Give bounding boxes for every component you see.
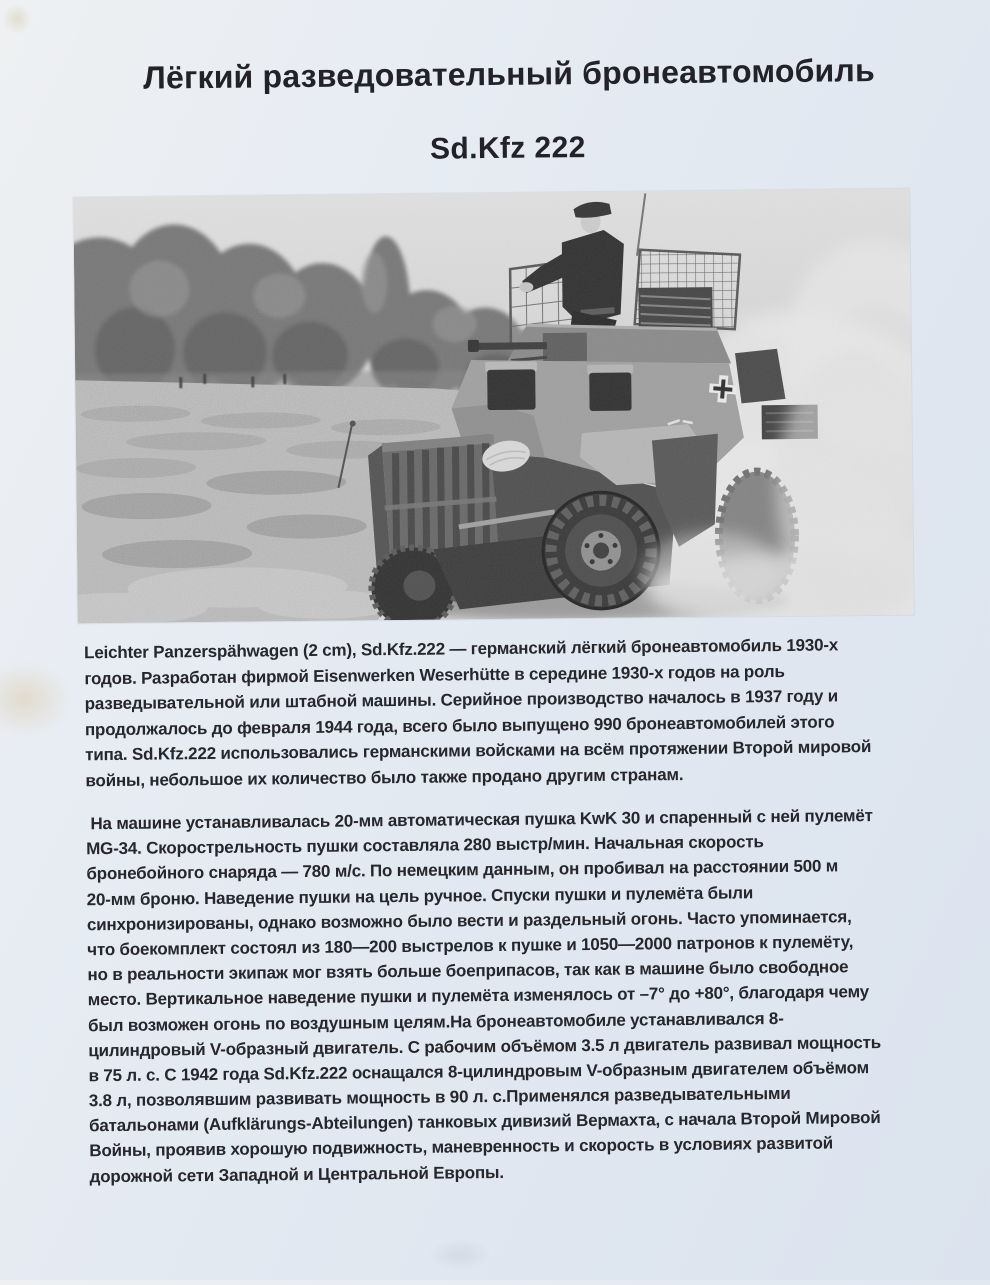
photo-illustration <box>73 189 913 624</box>
page-title: Лёгкий разведовательный бронеавтомобиль <box>143 51 876 96</box>
text-line: 3.8 л, позволявшим развивать мощность в 90 л. с.Применялся разведывательными <box>88 1083 791 1111</box>
text-line: что боекомплект состоял из 180—200 выстрелов к пушке и 1050—2000 патронов к пулемёту, <box>87 932 854 960</box>
text-line: но в реальности экипаж мог взять больше боеприпасов, так как в машине было свободное <box>87 957 849 985</box>
text-line: место. Вертикальное наведение пушки и пулемёта изменялось от –7° до +80°, благодаря чему <box>87 982 870 1010</box>
text-line: 20-мм броню. Наведение пушки на цель ручное. Спуски пушки и пулемёта были <box>86 882 754 909</box>
text-line: Leichter Panzerspähwagen (2 cm), Sd.Kfz.222 — германский лёгкий бронеавтомобиль 1930-х <box>84 635 839 663</box>
paragraph-armament-engine <box>86 803 883 1189</box>
text-line: Войны, проявив хорошую подвижность, маневренность и скорость в условиях развитой <box>89 1133 834 1161</box>
paragraph-overview <box>84 632 872 793</box>
text-line: типа. Sd.Kfz.222 использовались германскими войсками на всём протяжении Второй мировой <box>85 737 872 765</box>
text-line: был возможен огонь по воздушным целям.На бронеавтомобиле устанавливался 8- <box>87 1008 784 1035</box>
text-line: войны, небольшое их количество было также продано другим странам. <box>85 764 684 790</box>
text-line: разведывательной или штабной машины. Серийное производство началось в 1937 году и <box>84 686 839 714</box>
text-line: в 75 л. с. С 1942 года Sd.Kfz.222 оснащался 8-цилиндровым V-образным двигателем объёмом <box>88 1057 869 1086</box>
text-line: дорожной сети Западной и Центральной Европы. <box>89 1162 504 1186</box>
text-line: бронебойного снаряда — 780 м/с. По немецким данным, он пробивал на расстоянии 500 м <box>86 856 839 884</box>
text-line: продолжалось до февраля 1944 года, всего было выпущено 990 бронеавтомобилей этого <box>84 711 835 739</box>
text-line: На машине устанавливалась 20-мм автоматическая пушка KwK 30 и спаренный с ней пулемёт <box>85 806 873 834</box>
text-line: цилиндровый V-образный двигатель. С рабочим объёмом 3.5 л двигатель развивал мощность <box>88 1032 882 1060</box>
vehicle-photo <box>73 189 913 624</box>
text-line: MG-34. Скорострельность пушки составляла 280 выстр/мин. Начальная скорость <box>86 832 764 859</box>
text-line: синхронизированы, однако возможно было вести и раздельный огонь. Часто упоминается, <box>86 907 852 935</box>
page-subtitle: Sd.Kfz 222 <box>429 131 586 166</box>
text-line: батальонами (Aufklärungs-Abteilungen) танковых дивизий Вермахта, с начала Второй Мировой <box>88 1108 881 1136</box>
text-line: годов. Разработан фирмой Eisenwerken Weserhütte в середине 1930-х годов на роль <box>84 661 785 688</box>
